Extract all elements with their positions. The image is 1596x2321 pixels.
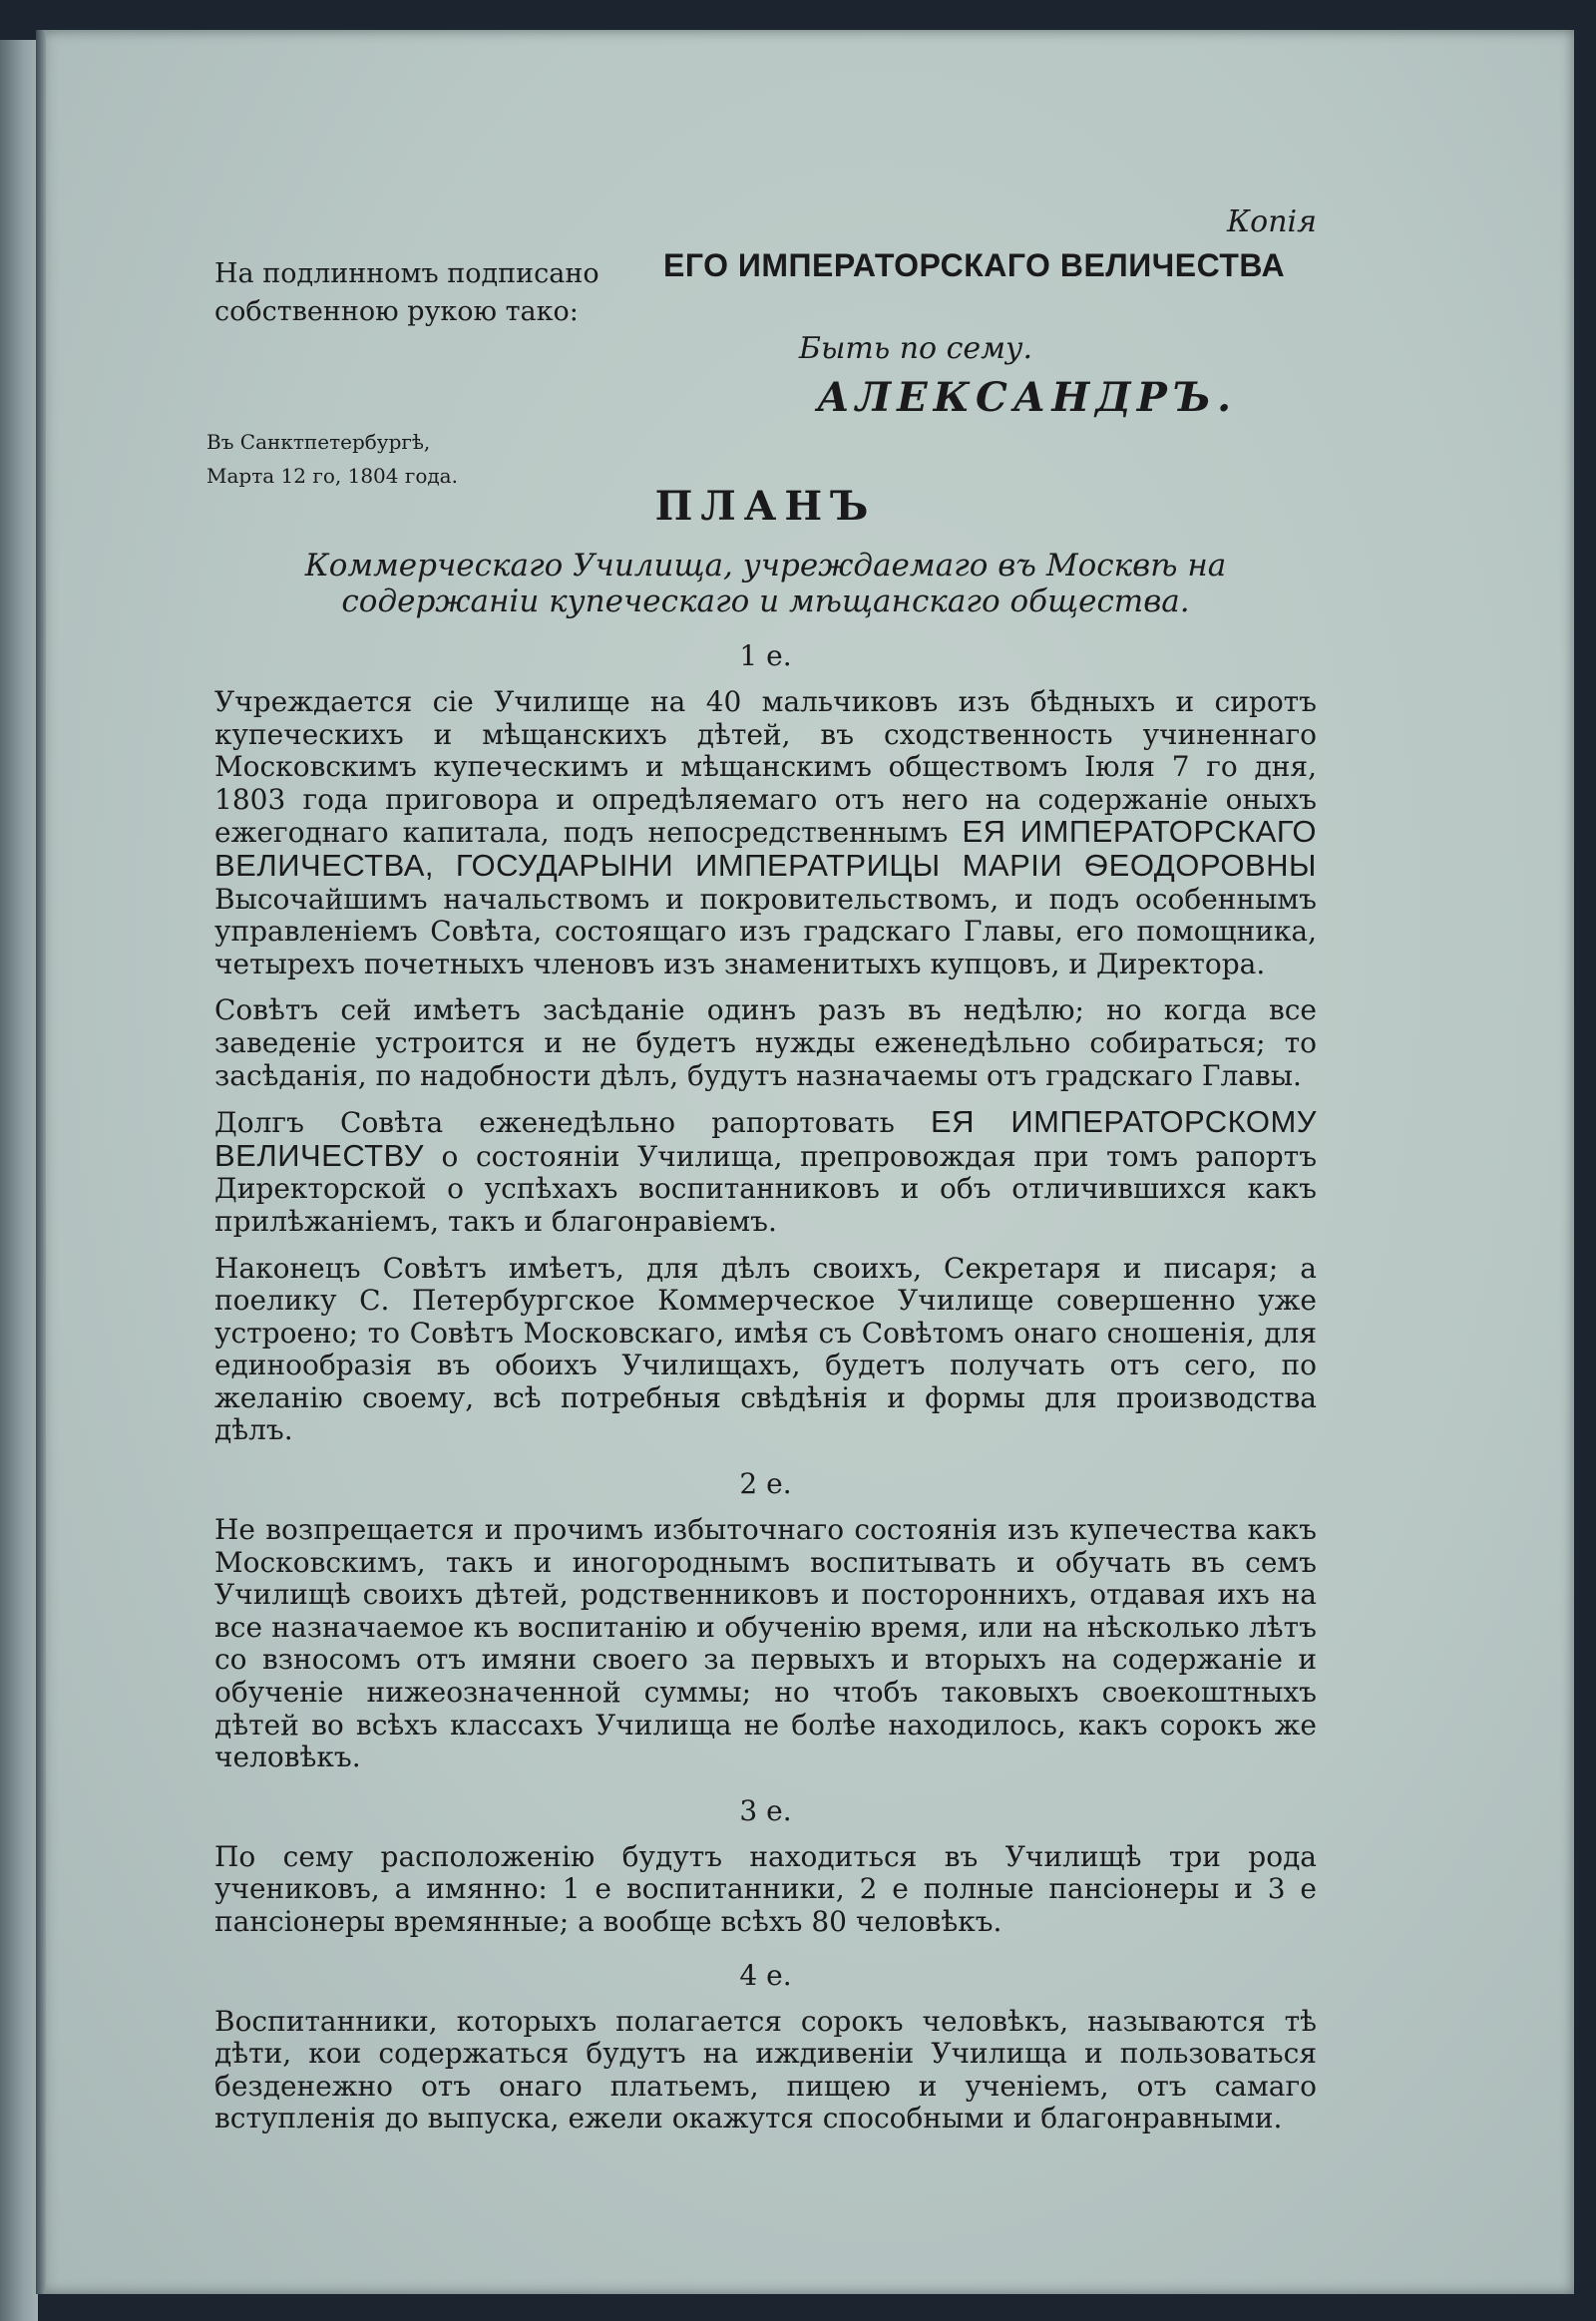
paragraph	[214, 686, 1317, 980]
majesty-title: ЕГО ИМПЕРАТОРСКАГО ВЕЛИЧЕСТВА	[663, 247, 1286, 283]
section-number: 3 е.	[739, 1793, 792, 1827]
section-number: 1 е.	[739, 639, 792, 672]
imperial-resolution: Быть по сему.	[798, 331, 1032, 366]
adjacent-page-edge	[0, 40, 38, 2321]
paragraph: Не возпрещается и прочимъ избыточнаго состоянiя изъ купечества какъ Московскимъ, такъ и иногороднымъ воспитывать и обучать въ семъ Училищѣ своихъ дѣтей, родственниковъ и постороннихъ, отдавая ихъ на все назначаемое къ воспитанiю и обученiю время, или на нѣсколько лѣтъ со взносомъ отъ имяни своего за первыхъ и вторыхъ на содержанiе и обученiе нижеозначенной суммы; но чтобъ таковыхъ своекоштныхъ дѣтей во всѣхъ классахъ Училища не болѣе находилось, какъ сорокъ же человѣкъ.	[214, 1513, 1317, 1774]
original-note: На подлинномъ подписано собственною рукою тако:	[214, 258, 599, 327]
plan-subtitle: Коммерческаго Училища, учреждаемаго въ Москвѣ на содержанiи купеческаго и мѣщанскаго общества.	[304, 548, 1227, 619]
paragraph-text: Учреждается сiе Училище на 40 мальчиковъ изъ бѣдныхъ и сиротъ купеческихъ и мѣщанскихъ дѣтей, въ сходственность учиненнаго Московскимъ купеческимъ и мѣщанскимъ обществомъ Іюля 7 го дня, 1803 года приговора и опредѣляемаго отъ него на содержанiе оныхъ ежегоднаго капитала, подъ непосредственнымъ	[214, 685, 1317, 850]
plan-title: ПЛАНЪ	[654, 483, 877, 530]
date: Марта 12 го, 1804 года.	[206, 464, 458, 488]
imperial-signature: АЛЕКСАНДРЪ.	[817, 374, 1237, 421]
paragraph: Совѣтъ сей имѣетъ засѣданiе одинъ разъ въ недѣлю; но когда все заведенiе устроится и не будетъ нужды еженедѣльно собираться; то засѣданiя, по надобности дѣлъ, будутъ назначаемы отъ градскаго Главы.	[214, 993, 1317, 1092]
paragraph: По сему расположенiю будутъ находиться въ Училищѣ три рода учениковъ, а имянно: 1 е воспитанники, 2 е полные пансiонеры и 3 е пансiонеры времянные; а вообще всѣхъ 80 человѣкъ.	[214, 1839, 1317, 1938]
empress-title: ЕЯ ИМПЕРАТОРСКАГО ВЕЛИЧЕСТВА, ГОСУДАРЫНИ ИМПЕРАТРИЦЫ МАРIИ ѲЕОДОРОВНЫ	[214, 814, 1317, 883]
section-number: 2 е.	[739, 1467, 792, 1501]
copy-mark: Копiя	[1226, 204, 1317, 239]
paragraph: Наконецъ Совѣтъ имѣетъ, для дѣлъ своихъ, Секретаря и писаря; а поелику С. Петербургское Коммерческое Училище совершенно уже устроено; то Совѣтъ Московскаго, имѣя съ Совѣтомъ онаго сношенiя, для единообразiя въ обоихъ Училищахъ, будетъ получать отъ сего, по желанiю своему, всѣ потребныя свѣдѣнiя и формы для производства дѣлъ.	[214, 1251, 1317, 1447]
section-number: 4 е.	[739, 1958, 792, 1992]
paragraph-text: Высочайшимъ начальствомъ и покровительствомъ, и подъ особеннымъ управленiемъ Совѣта, состоящаго изъ градскаго Главы, его помощника, четырехъ почетныхъ членовъ изъ знаменитыхъ купцовъ, и Директора.	[214, 882, 1317, 980]
empress-title: ЕЯ ИМПЕРАТОРСКОМУ ВЕЛИЧЕСТВУ	[214, 1104, 1317, 1173]
document-text	[206, 204, 1318, 2149]
paragraph-text: Долгъ Совѣта еженедѣльно рапортовать	[214, 1106, 895, 1140]
paragraph	[214, 1106, 1317, 1238]
paragraph-text: о состоянiи Училища, препровождая при томъ рапортъ Директорской о успѣхахъ воспитанниковъ и объ отличившихся какъ прилѣжанiемъ, такъ и благонравiемъ.	[214, 1139, 1318, 1238]
paragraph: Воспитанники, которыхъ полагается сорокъ человѣкъ, называются тѣ дѣти, кои содержаться будутъ на иждивенiи Училища и пользоваться безденежно отъ онаго платьемъ, пищею и ученiемъ, отъ самаго вступленiя до выпуска, ежели окажутся способными и благонравными.	[214, 2004, 1317, 2135]
place: Въ Санктпетербургѣ,	[206, 430, 431, 454]
signature-note	[214, 247, 1317, 327]
page-gutter	[36, 30, 46, 2294]
